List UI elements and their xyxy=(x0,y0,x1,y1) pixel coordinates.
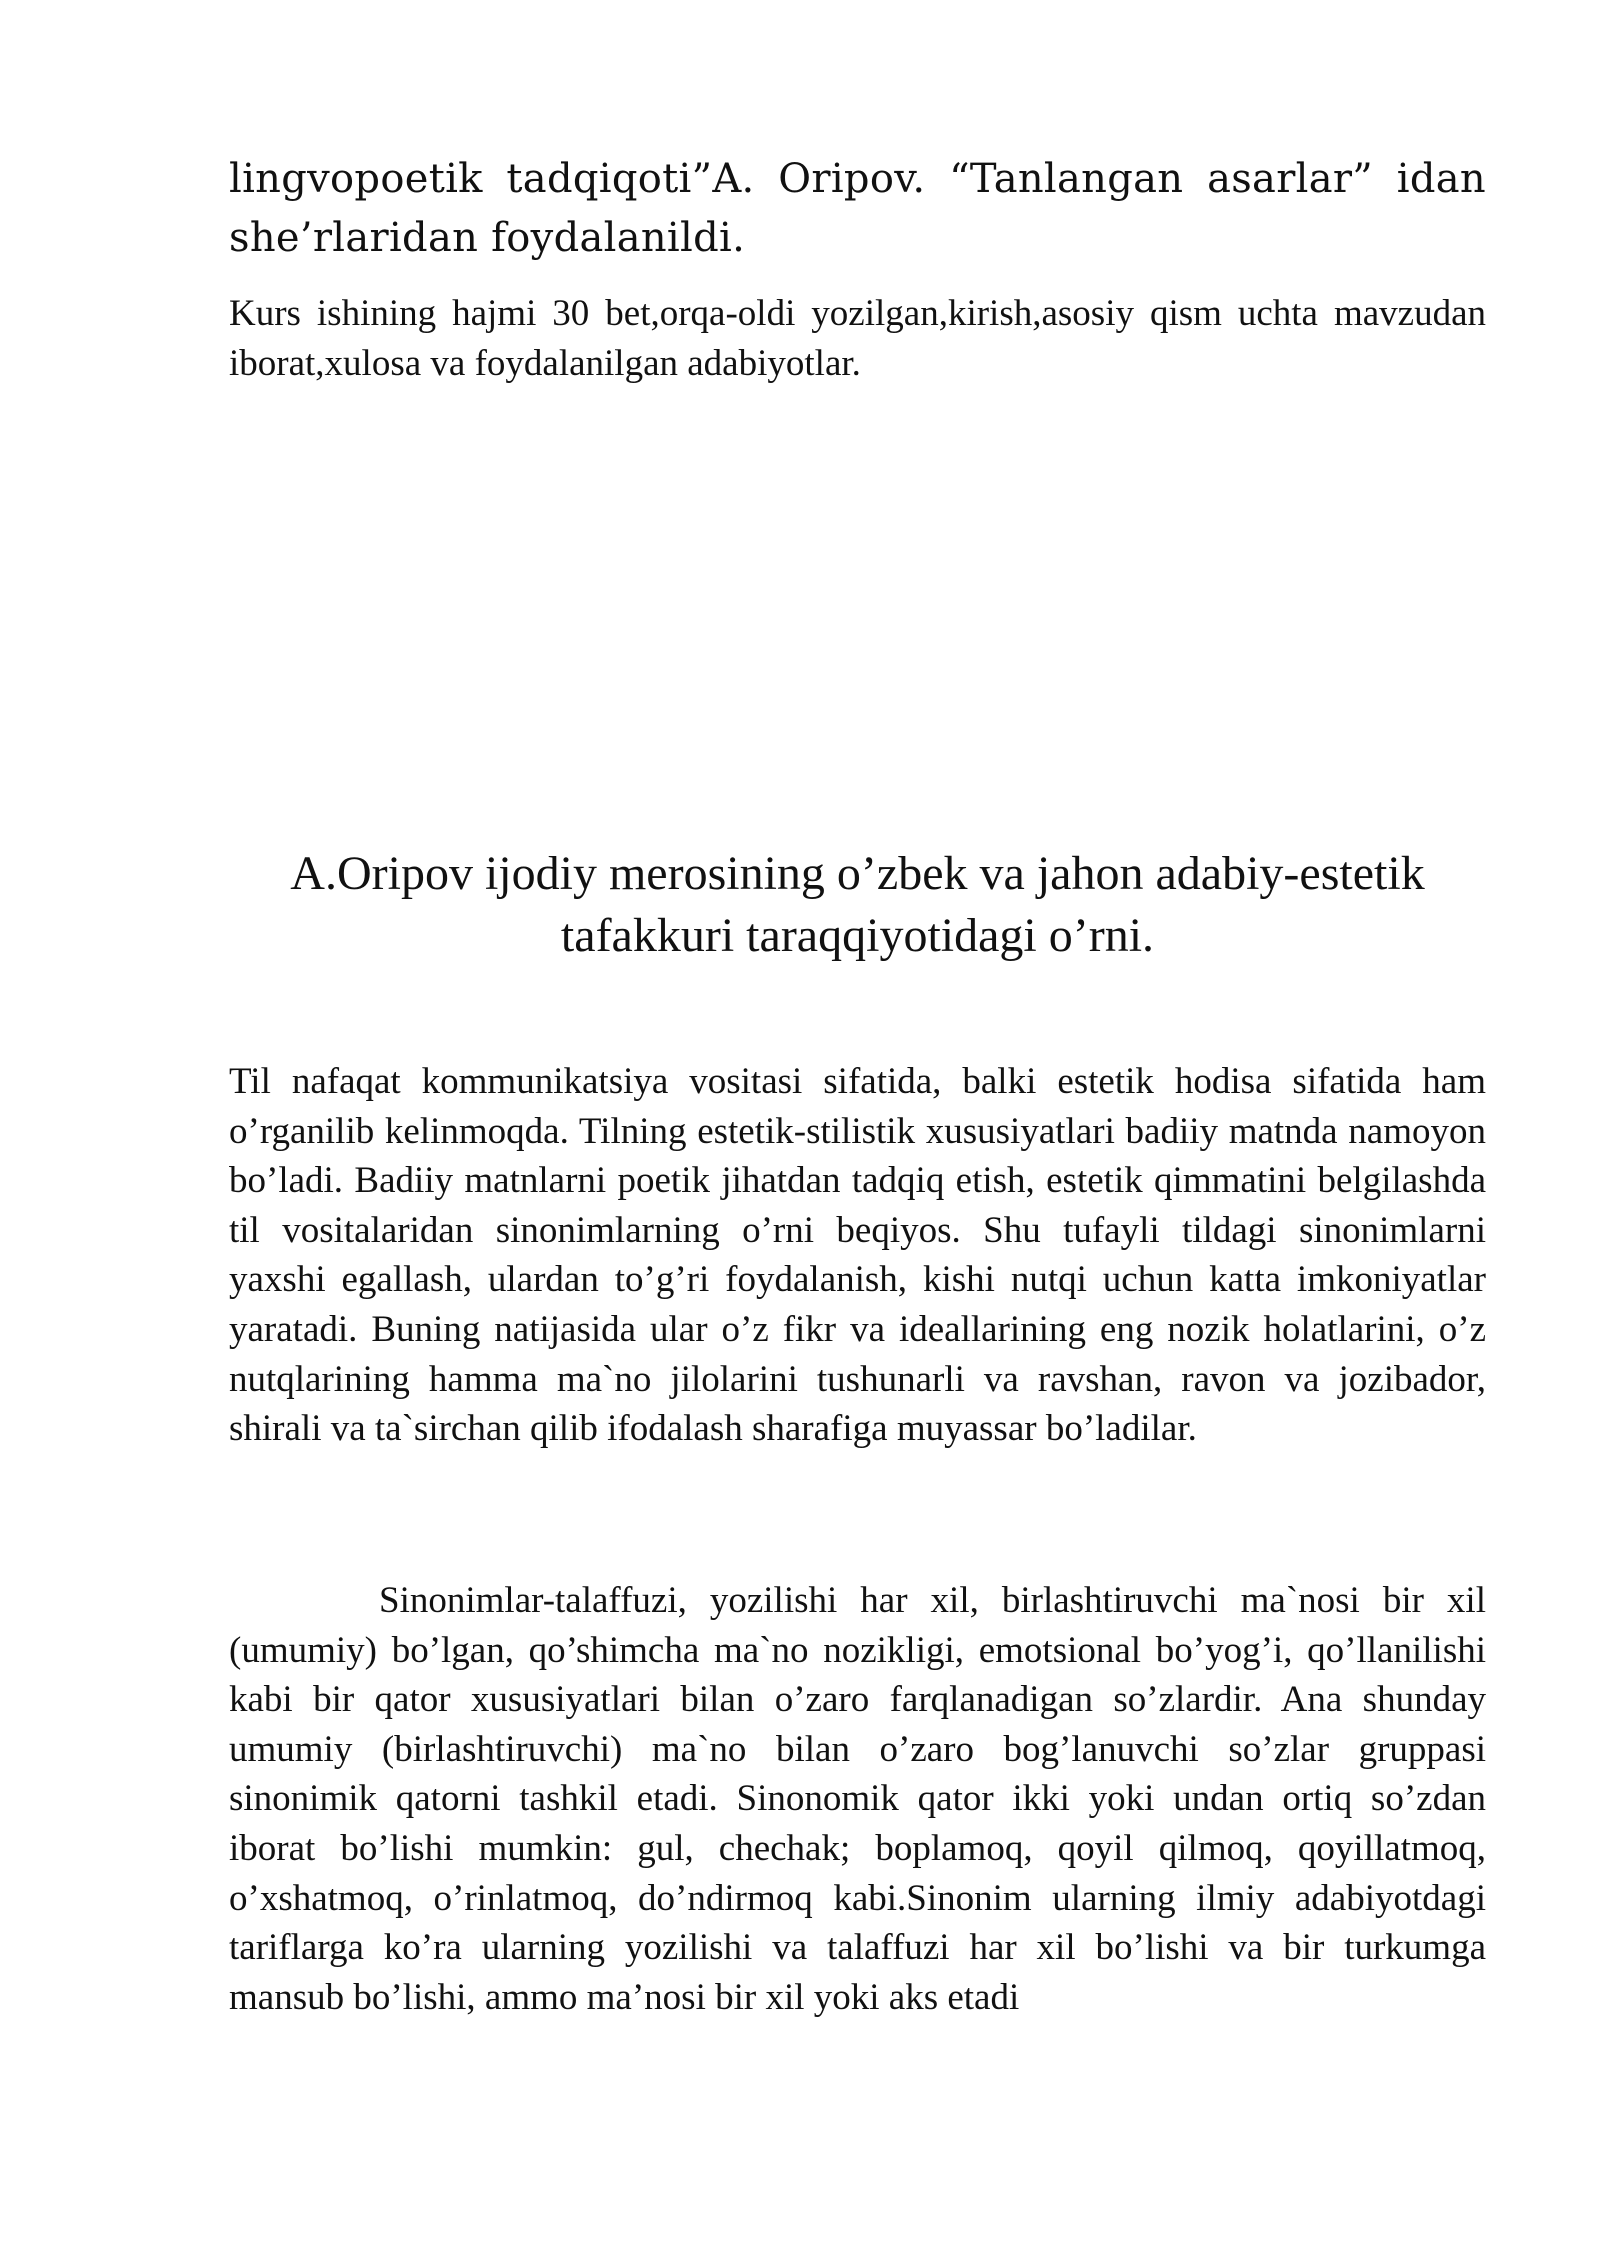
body-paragraph-1: Til nafaqat kommunikatsiya vositasi sifatida, balki estetik hodisa sifatida ham o’rganilib kelinmoqda. Tilning estetik-stilistik xususiyatlari badiiy matnda namoyon bo’ladi. Badiiy matnlarni poetik jihatdan tadqiq etish, estetik qimmatini belgilashda til vositalaridan sinonimlarning o’rni beqiyos. Shu tufayli tildagi sinonimlarni yaxshi egallash, ulardan to’g’ri foydalanish, kishi nutqi uchun katta imkoniyatlar yaratadi. Buning natijasida ular o’z fikr va ideallarining eng nozik holatlarini, o’z nutqlarining hamma ma`no jilolarini tushunarli va ravshan, ravon va jozibador, shirali va ta`sirchan qilib ifodalash sharafiga muyassar bo’ladilar. xyxy=(229,1061,1486,1450)
intro-paragraph-2: Kurs ishining hajmi 30 bet,orqa-oldi yozilgan,kirish,asosiy qism uchta mavzudan iborat,xulosa va foydalanilgan adabiyotlar. xyxy=(229,293,1486,384)
body-paragraph-2: Sinonimlar-talaffuzi, yozilishi har xil, birlashtiruvchi ma`nosi bir xil (umumiy) bo’lgan, qo’shimcha ma`no nozikligi, emotsional bo’yog’i, qo’llanilishi kabi bir qator xususiyatlari bilan o’zaro farqlanadigan so’zlardir. Ana shunday umumiy (birlashtiruvchi) ma`no bilan o’zaro bog’lanuvchi so’zlar gruppasi sinonimik qatorni tashkil etadi. Sinonomik qator ikki yoki undan ortiq so’zdan iborat bo’lishi mumkin: gul, chechak; boplamoq, qoyil qilmoq, qoyillatmoq, o’xshatmoq, o’rinlatmoq, do’ndirmoq kabi.Sinonim ularning ilmiy adabiyotdagi tariflarga ko’ra ularning yozilishi va talaffuzi har xil bo’lishi va bir turkumga mansub bo’lishi, ammo ma’nosi bir xil yoki aks etadi xyxy=(229,1580,1486,2018)
intro-paragraph-1: lingvopoetik tadqiqoti”A. Oripov. “Tanlangan asarlar” idan she’rlaridan foydalanildi. xyxy=(229,156,1486,261)
section-heading: A.Oripov ijodiy merosining o’zbek va jahon adabiy-estetik tafakkuri taraqqiyotidagi o’rni. xyxy=(290,847,1425,962)
